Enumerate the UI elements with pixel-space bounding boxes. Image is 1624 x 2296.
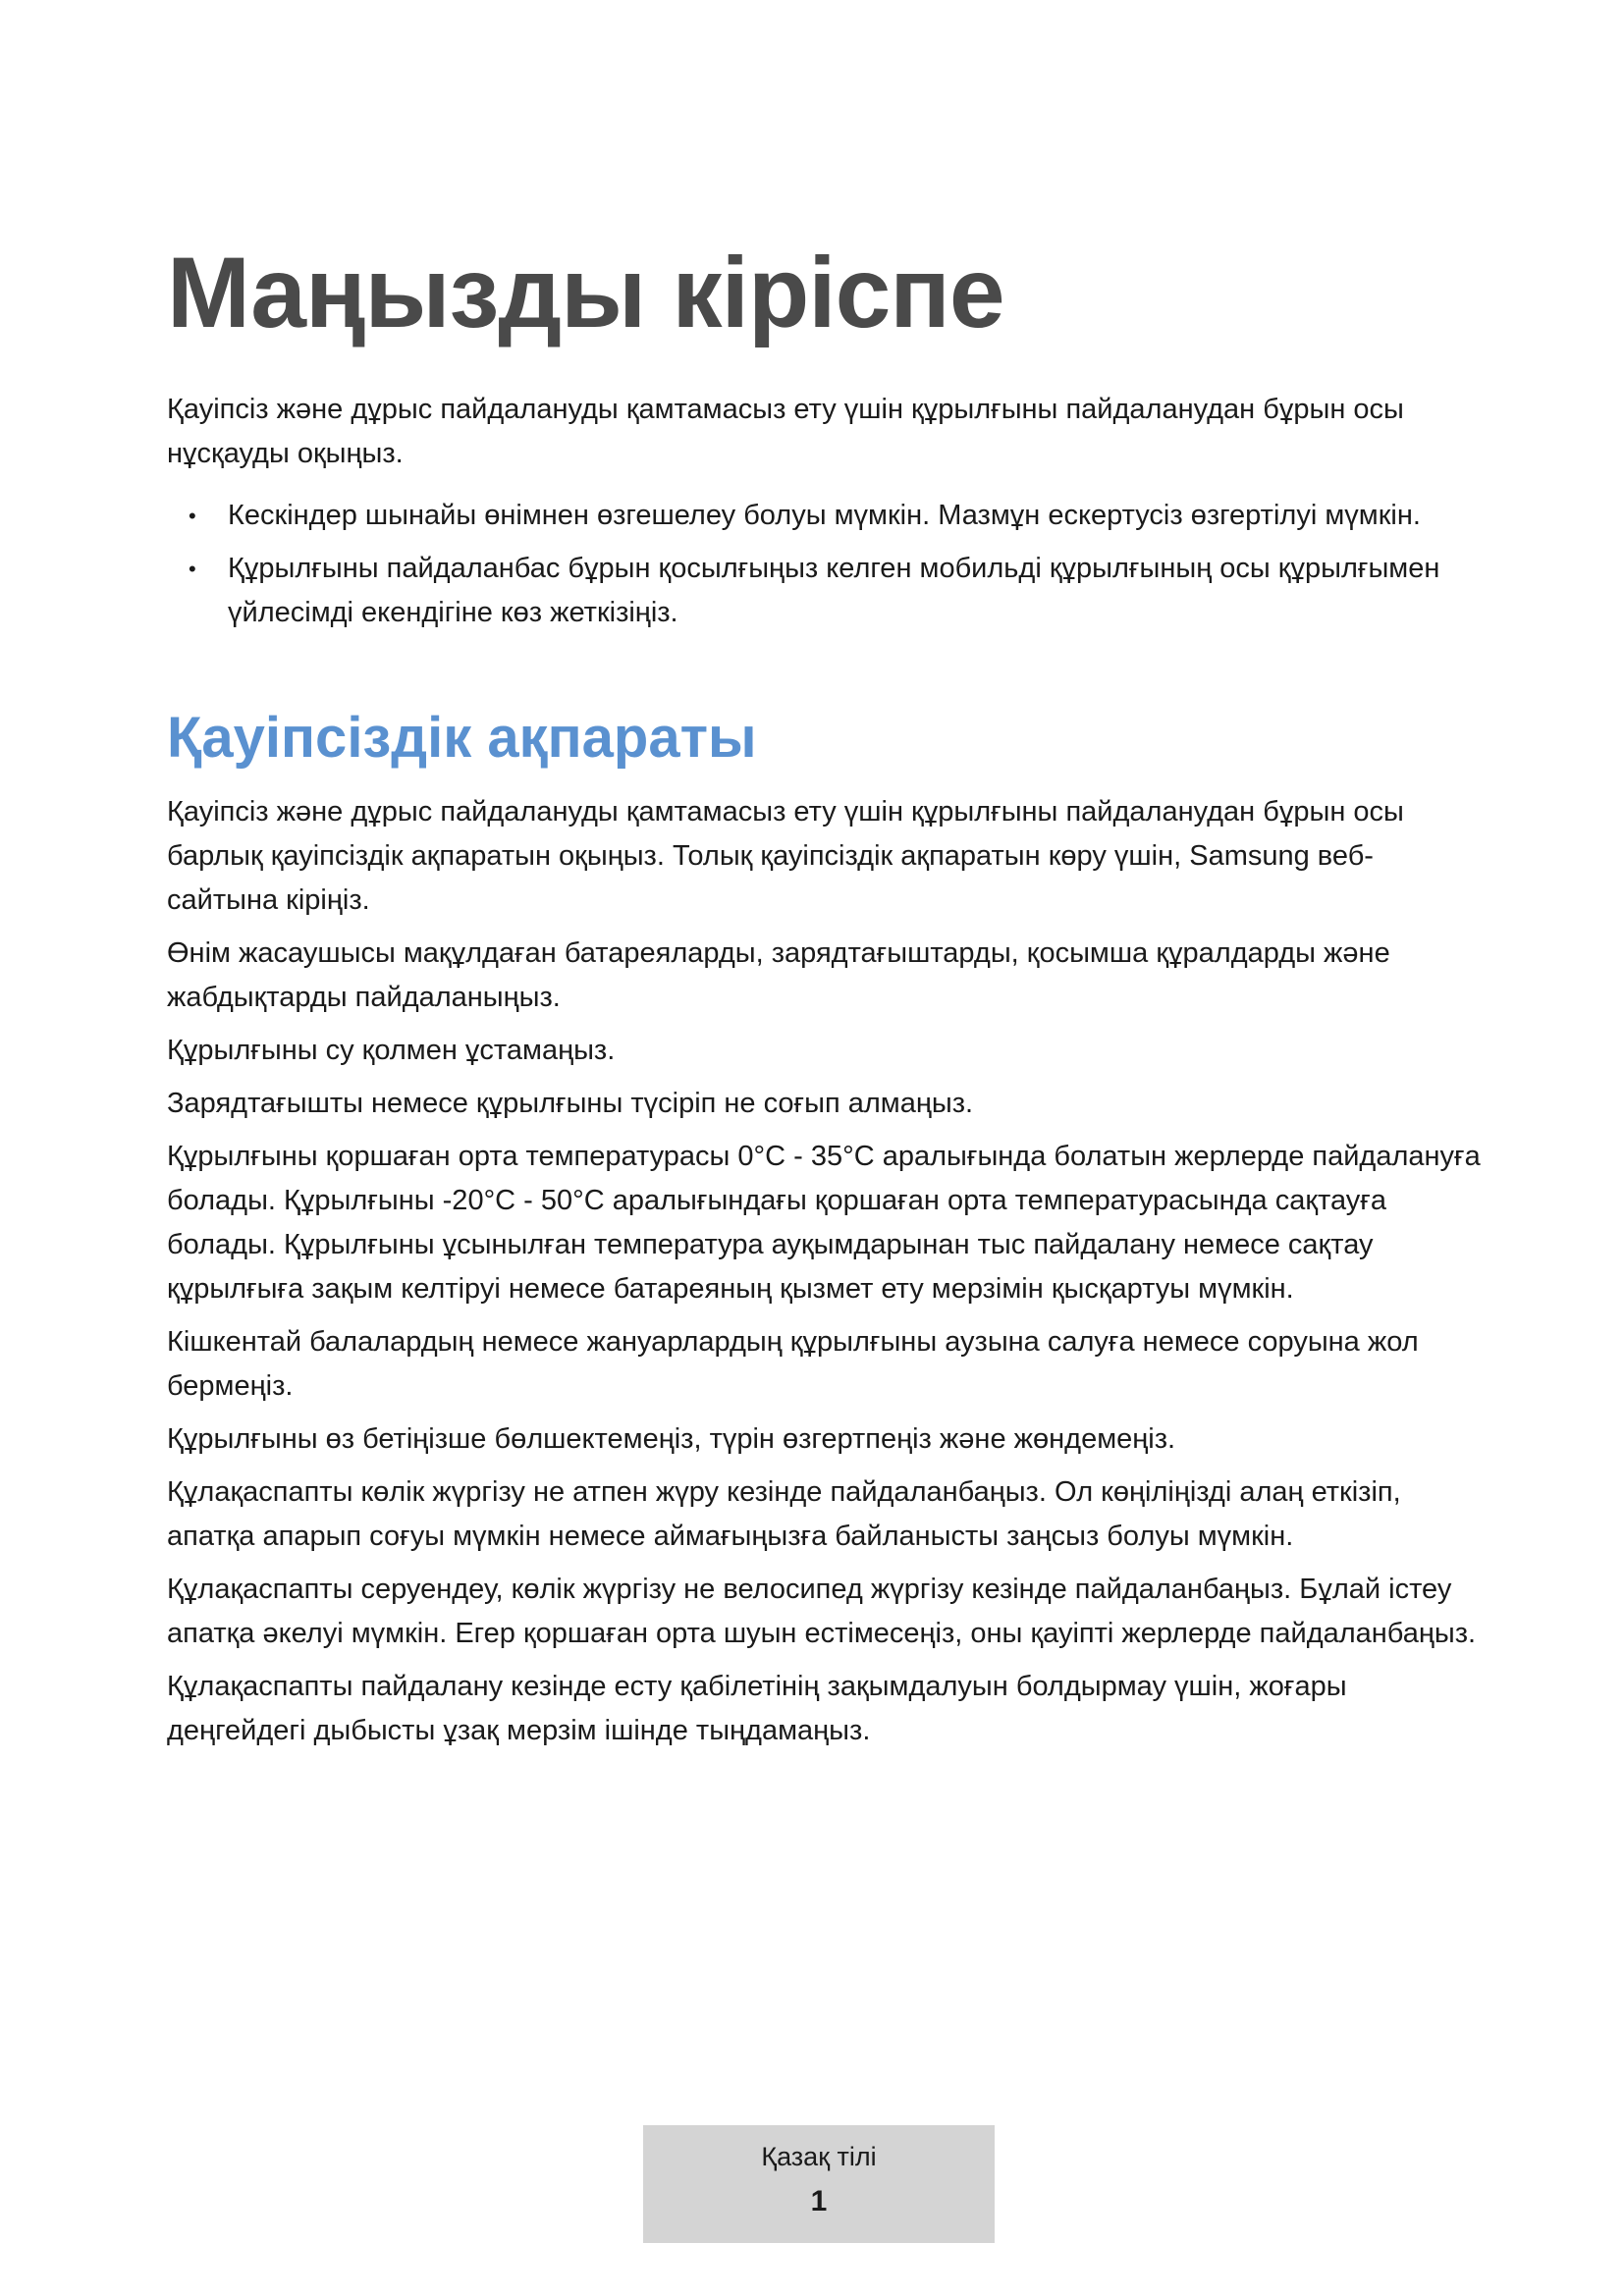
safety-paragraph: Өнім жасаушысы мақұлдаған батареяларды, зарядтағыштарды, қосымша құралдарды және жабдықтарды пайдаланыңыз. [167,936,1390,1013]
list-item [167,547,1483,635]
safety-paragraph: Құлақаспапты пайдалану кезінде есту қабілетінің зақымдалуын болдырмау үшін, жоғары деңгейдегі дыбысты ұзақ мерзім ішінде тыңдамаңыз. [167,1670,1347,1746]
safety-paragraph: Құрылғыны қоршаған орта температурасы 0°C - 35°C аралығында болатын жерлерде пайдалануға болады. Құрылғыны -20°C - 50°C аралығындағы қоршаған орта температурасында сақтауға болады. Құрылғыны ұсынылған температура ауқымдарынан тыс пайдалану немесе сақтау құрылғыға зақым келтіруі немесе батареяның қызмет ету мерзімін қысқартуы мүмкін. [167,1140,1481,1305]
safety-paragraph: Құрылғыны су қолмен ұстамаңыз. [167,1034,616,1066]
list-item-text: Құрылғыны пайдаланбас бұрын қосылғыңыз келген мобильді құрылғының осы құрылғымен үйлесімді екендігіне көз жеткізіңіз. [228,553,1440,629]
list-item [167,494,1483,538]
intro-paragraph: Қауіпсіз және дұрыс пайдалануды қамтамасыз ету үшін құрылғыны пайдаланудан бұрын осы нұсқауды оқыңыз. [167,394,1404,470]
page-title: Маңызды кіріспе [167,237,1004,348]
safety-paragraph: Құлақаспапты серуендеу, көлік жүргізу не велосипед жүргізу кезінде пайдаланбаңыз. Бұлай істеу апатқа әкелуі мүмкін. Егер қоршаған орта шуын естімесеңіз, оны қауіпті жерлерде пайдаланбаңыз. [167,1573,1477,1649]
safety-paragraph: Зарядтағышты немесе құрылғыны түсіріп не соғып алмаңыз. [167,1087,974,1119]
safety-paragraph: Құрылғыны өз бетіңізше бөлшектемеңіз, түрін өзгертпеңіз және жөндемеңіз. [167,1422,1176,1455]
list-item-text: Кескіндер шынайы өнімнен өзгешелеу болуы мүмкін. Мазмұн ескертусіз өзгертілуі мүмкін. [228,500,1421,532]
notice-list [167,494,1483,635]
bullet-icon: • [189,504,196,529]
bullet-icon: • [189,557,196,582]
safety-heading: Қауіпсіздік ақпараты [167,706,757,771]
safety-paragraph: Кішкентай балалардың немесе жануарлардың құрылғыны аузына салуға немесе соруына жол бермеңіз. [167,1325,1419,1402]
page-number: 1 [810,2185,828,2217]
page-footer [643,2125,995,2243]
footer-language: Қазақ тілі [761,2142,877,2171]
safety-paragraph: Қауіпсіз және дұрыс пайдалануды қамтамасыз ету үшін құрылғыны пайдаланудан бұрын осы барлық қауіпсіздік ақпаратын оқыңыз. Толық қауіпсіздік ақпаратын көру үшін, Samsung веб-сайтына кіріңіз. [167,795,1404,916]
page-content [167,236,1483,1753]
safety-paragraph: Құлақаспапты көлік жүргізу не атпен жүру кезінде пайдаланбаңыз. Ол көңіліңізді алаң еткізіп, апатқа апарып соғуы мүмкін немесе аймағыңызға байланысты заңсыз болуы мүмкін. [167,1475,1401,1552]
